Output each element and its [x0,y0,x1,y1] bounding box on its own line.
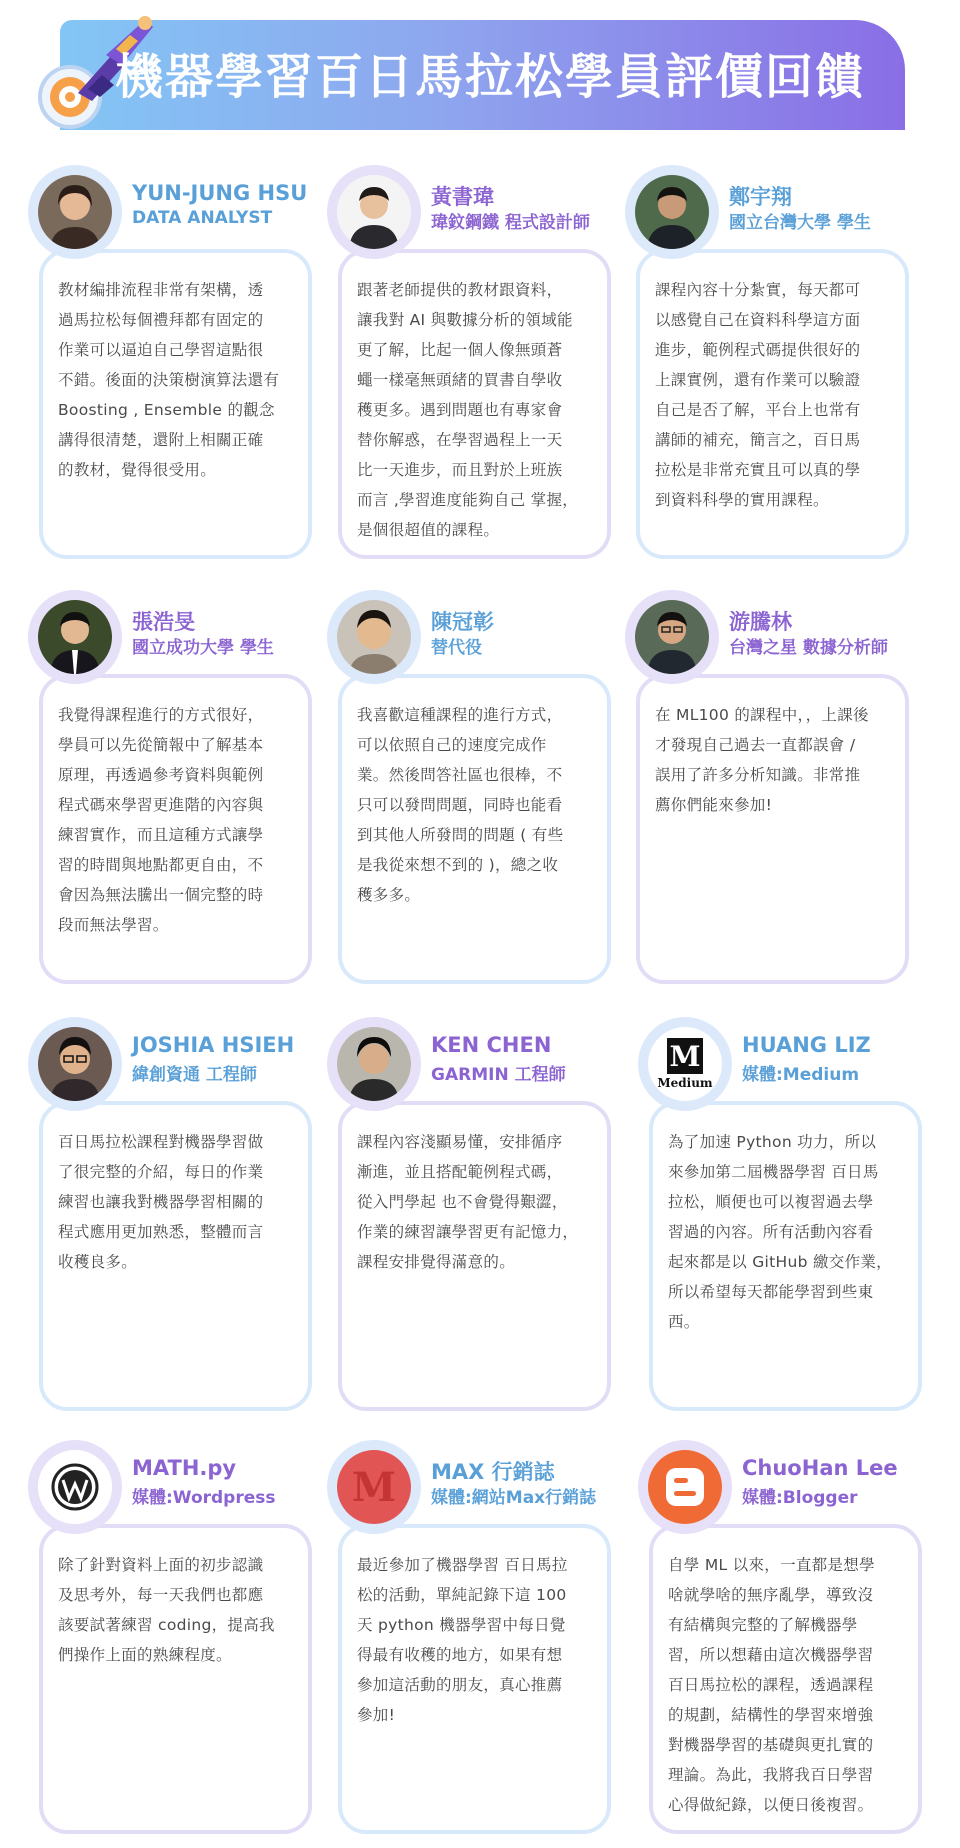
review-text: 課程內容十分紮實，每天都可 以感覺自己在資料科學這方面 進步，範例程式碼提供很好的 上課實例，還有作業可以驗證 自己是否了解，平台上也常有 講師的補充，簡言之，百日馬 拉松是非常充實且可以真的學 到資料科學的實用課程。 [655,281,861,509]
reviewer-name: YUN-JUNG HSU [132,181,308,205]
reviewer-role: 媒體:Medium [742,1065,860,1085]
reviewer-name: MATH.py [132,1456,237,1480]
reviewer-role: 媒體:Blogger [742,1488,858,1508]
avatar [638,1440,732,1534]
reviewer-role: 替代役 [431,638,482,658]
person-photo-icon [337,600,411,674]
reviewer-role: 媒體:網站Max行銷誌 [431,1488,597,1508]
review-text: 最近參加了機器學習 百日馬拉 松的活動，單純記錄下這 100 天 python 機器學習中每日覺 得最有收穫的地方，如果有想 參加這活動的朋友，真心推薦 參加! [357,1556,568,1724]
avatar [638,1017,732,1111]
review-text: 在 ML100 的課程中，，上課後 才發現自己過去一直都誤會 / 誤用了許多分析知識。非常推 薦你們能來參加! [655,706,869,814]
review-text: 百日馬拉松課程對機器學習做 了很完整的介紹，每日的作業 練習也讓我對機器學習相關的 程式應用更加熟悉，整體而言 收穫良多。 [58,1133,264,1271]
avatar [28,1440,122,1534]
testimonial-card [327,165,617,565]
testimonial-card [625,590,915,990]
person-photo-icon [635,600,709,674]
avatar [28,590,122,684]
medium-logo-word: Medium [657,1076,713,1090]
reviewer-name: 黃書瑋 [431,185,494,209]
blogger-logo-icon [648,1450,722,1524]
person-photo-icon [337,175,411,249]
avatar [327,590,421,684]
reviewer-name: 鄭宇翔 [729,185,792,209]
testimonial-card [28,1017,318,1417]
reviewer-role: 國立台灣大學 學生 [729,213,871,233]
avatar [28,165,122,259]
reviewer-name: KEN CHEN [431,1033,552,1057]
review-text: 教材編排流程非常有架構，透 過馬拉松每個禮拜都有固定的 作業可以逼迫自己學習這點很 不錯。後面的決策樹演算法還有 Boosting , Ensemble 的觀念 講得很清楚，還附上相關正確 的教材，覺得很受用。 [58,281,280,479]
review-text: 除了針對資料上面的初步認識 及思考外，每一天我們也都應 該要試著練習 coding，提高我 們操作上面的熟練程度。 [58,1556,275,1664]
reviewer-role: DATA ANALYST [132,208,273,228]
testimonial-card [28,165,318,565]
review-text: 我覺得課程進行的方式很好， 學員可以先從簡報中了解基本 原理，再透過參考資料與範例 程式碼來學習更進階的內容與 練習實作，而且這種方式讓學 習的時間與地點都更自由，不 會因為無法騰出一個完整的時 段而無法學習。 [58,706,264,934]
reviewer-name: JOSHIA HSIEH [132,1033,295,1057]
person-photo-icon [38,600,112,674]
reviewer-role: 台灣之星 數據分析師 [729,638,888,658]
reviewer-name: 陳冠彰 [431,610,494,634]
testimonial-card [638,1440,928,1840]
avatar [625,590,719,684]
testimonial-card [625,165,915,565]
testimonial-card [28,590,318,990]
review-text: 跟著老師提供的教材跟資料， 讓我對 AI 與數據分析的領域能 更了解，比起一個人像無頭蒼 蠅一樣毫無頭緒的買書自學收 穫更多。遇到問題也有專家會 替你解惑，在學習過程上一天 比一天進步，而且對於上班族 而言 ,學習進度能夠自己 掌握， 是個很超值的課程。 [357,281,579,539]
reviewer-role: 國立成功大學 學生 [132,638,274,658]
person-photo-icon [337,1027,411,1101]
testimonial-card [28,1440,318,1840]
avatar [327,165,421,259]
max-logo-icon [337,1450,411,1524]
review-text: 自學 ML 以來，一直都是想學 啥就學啥的無序亂學，導致沒 有結構與完整的了解機器學 習，所以想藉由這次機器學習 百日馬拉松的課程，透過課程 的規劃，結構性的學習來增強 對機器學習的基礎與更扎實的 理論。為此，我將我百日學習 心得做紀錄，以便日後複習。 [668,1556,875,1814]
reviewer-name: 游騰林 [729,610,792,634]
reviewer-name: HUANG LIZ [742,1033,871,1057]
reviewer-name: 張浩旻 [132,610,195,634]
medium-logo-icon [648,1027,722,1101]
avatar [327,1017,421,1111]
wordpress-logo-icon [38,1450,112,1524]
person-photo-icon [38,1027,112,1101]
reviewer-role: GARMIN 工程師 [431,1065,566,1085]
reviewer-role: 媒體:Wordpress [132,1488,276,1508]
reviewer-role: 緯創資通 工程師 [132,1065,257,1085]
testimonial-card [638,1017,928,1417]
avatar [327,1440,421,1534]
avatar [28,1017,122,1111]
reviewer-name: ChuoHan Lee [742,1456,898,1480]
review-text: 為了加速 Python 功力，所以 來參加第二屆機器學習 百日馬 拉松，順便也可以複習過去學 習過的內容。所有活動內容看 起來都是以 GitHub 繳交作業， 所以希望每天都能學習到些東 西。 [668,1133,892,1331]
page-title: 機器學習百日馬拉松學員評價回饋 [115,49,866,105]
reviewer-role: 瑋鈫鋼鐵 程式設計師 [431,213,590,233]
testimonial-card [327,1017,617,1417]
review-text: 我喜歡這種課程的進行方式， 可以依照自己的速度完成作 業。然後問答社區也很棒，不 只可以發問問題，同時也能看 到其他人所發問的問題 ( 有些 是我從來想不到的 )，總之收 穫多多。 [357,706,564,904]
review-text: 課程內容淺顯易懂，安排循序 漸進，並且搭配範例程式碼， 從入門學起 也不會覺得艱澀， 作業的練習讓學習更有記憶力， 課程安排覺得滿意的。 [357,1133,579,1271]
person-photo-icon [635,175,709,249]
medium-logo-letter: M [667,1038,703,1074]
person-photo-icon [38,175,112,249]
testimonial-card [327,590,617,990]
reviewer-name: MAX 行銷誌 [431,1460,555,1484]
avatar [625,165,719,259]
testimonial-card [327,1440,617,1840]
max-logo-letter: M [337,1450,411,1524]
